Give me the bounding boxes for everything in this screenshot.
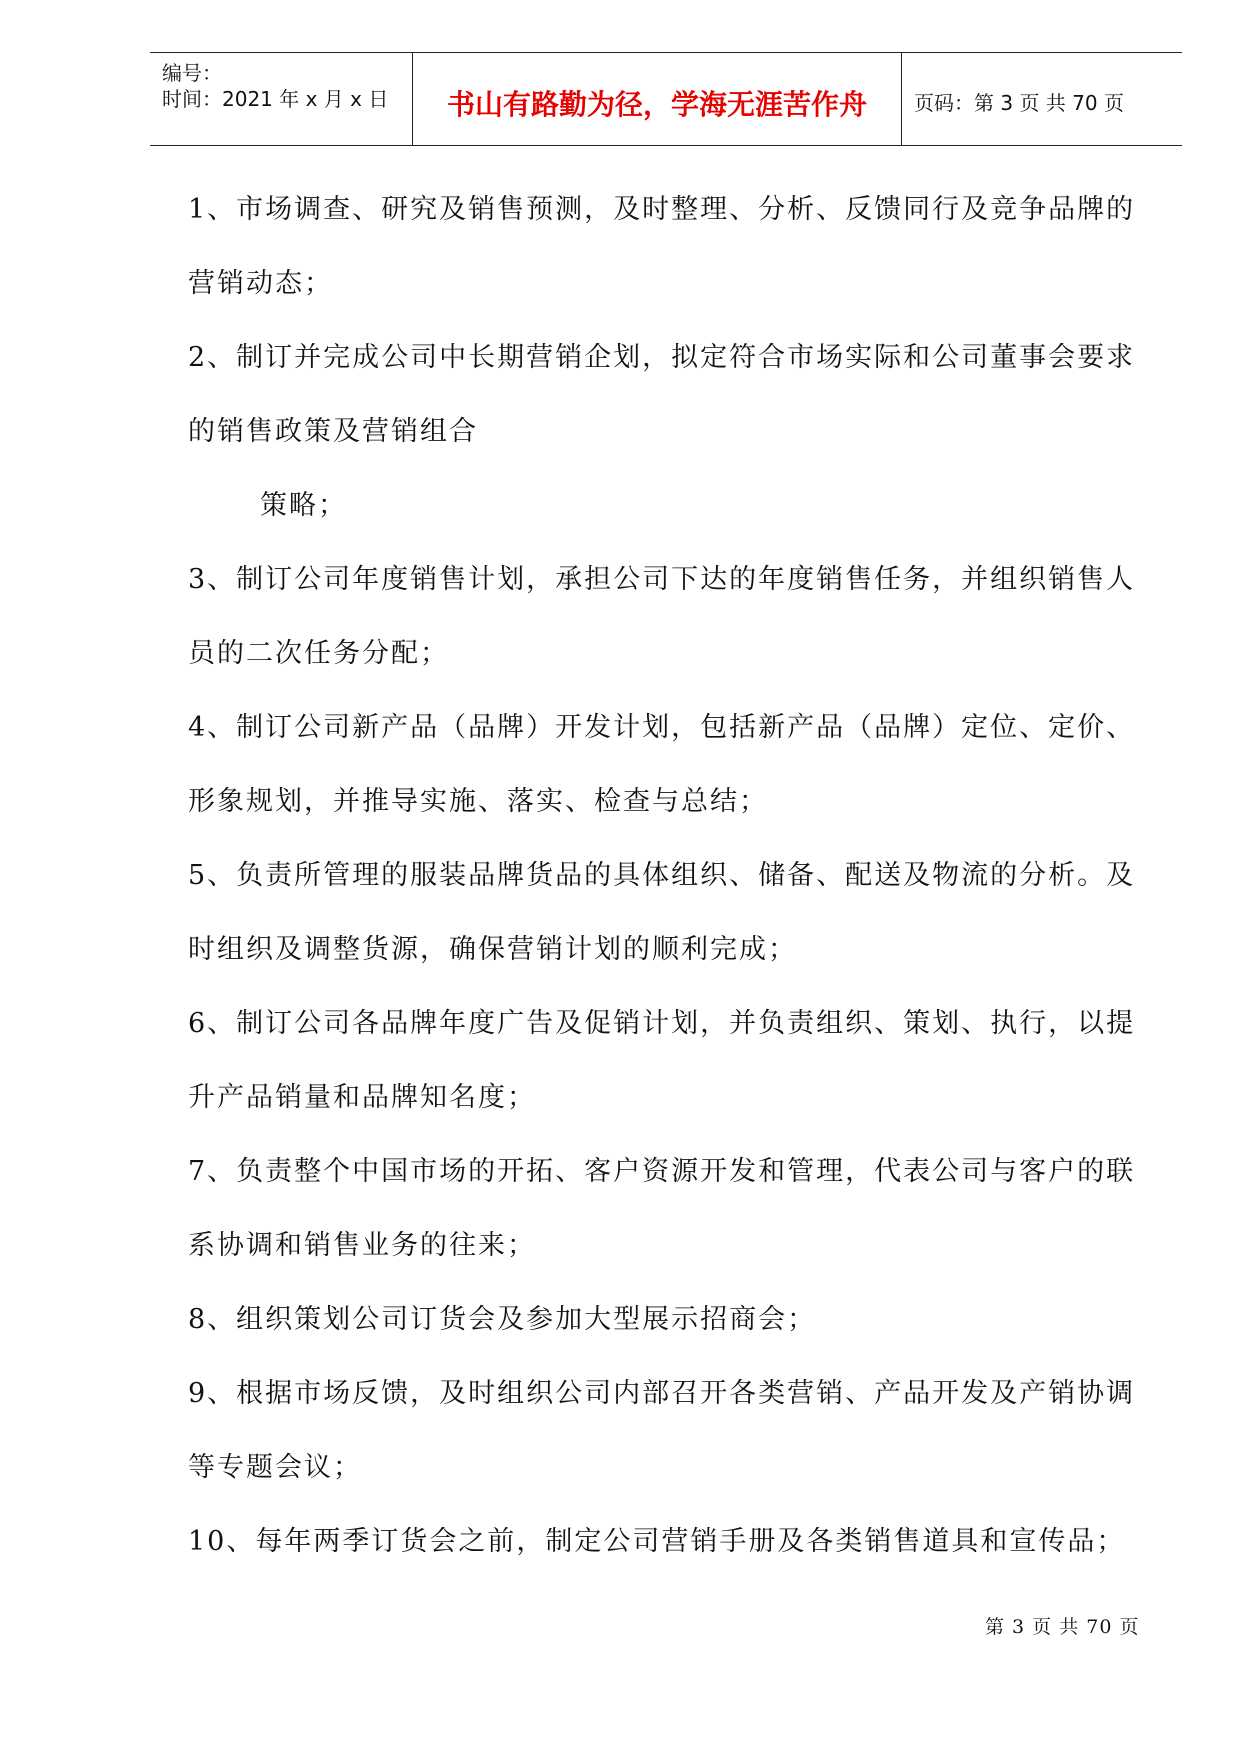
text-line: 系协调和销售业务的往来； <box>188 1230 536 1261</box>
page-footer: 第 3 页 共 70 页 <box>985 1616 1140 1638</box>
text-line: 1、市场调查、研究及销售预测，及时整理、分析、反馈同行及竞争品牌的 <box>188 194 1136 225</box>
document-header <box>150 52 1182 146</box>
text-line: 形象规划，并推导实施、落实、检查与总结； <box>188 786 768 817</box>
text-line: 6、制订公司各品牌年度广告及促销计划，并负责组织、策划、执行，以提 <box>188 1008 1136 1039</box>
text-line: 9、根据市场反馈，及时组织公司内部召开各类营销、产品开发及产销协调 <box>188 1378 1136 1409</box>
text-line: 7、负责整个中国市场的开拓、客户资源开发和管理，代表公司与客户的联 <box>188 1156 1136 1187</box>
text-line: 升产品销量和品牌知名度； <box>188 1082 536 1113</box>
text-line: 策略； <box>260 490 347 521</box>
time-label: 时间：2021 年 x 月 x 日 <box>162 87 389 111</box>
text-line: 2、制订并完成公司中长期营销企划，拟定符合市场实际和公司董事会要求 <box>188 342 1136 373</box>
page-code: 页码：第 3 页 共 70 页 <box>914 91 1124 115</box>
motto-text: 书山有路勤为径，学海无涯苦作舟 <box>446 88 867 121</box>
number-label: 编号： <box>162 61 222 85</box>
text-line: 的销售政策及营销组合 <box>188 416 478 447</box>
text-line: 时组织及调整货源，确保营销计划的顺利完成； <box>188 934 797 965</box>
text-line: 等专题会议； <box>188 1452 362 1483</box>
header-page-cell <box>902 53 1182 145</box>
text-line: 10、每年两季订货会之前，制定公司营销手册及各类销售道具和宣传品； <box>188 1526 1126 1557</box>
text-line: 4、制订公司新产品（品牌）开发计划，包括新产品（品牌）定位、定价、 <box>188 712 1136 743</box>
header-motto-cell <box>412 53 902 145</box>
text-line: 员的二次任务分配； <box>188 638 449 669</box>
header-info-cell <box>150 53 412 145</box>
text-line: 营销动态； <box>188 268 333 299</box>
text-line: 8、组织策划公司订货会及参加大型展示招商会； <box>188 1304 817 1335</box>
text-line: 3、制订公司年度销售计划，承担公司下达的年度销售任务，并组织销售人 <box>188 564 1136 595</box>
text-line: 5、负责所管理的服装品牌货品的具体组织、储备、配送及物流的分析。及 <box>188 860 1136 891</box>
